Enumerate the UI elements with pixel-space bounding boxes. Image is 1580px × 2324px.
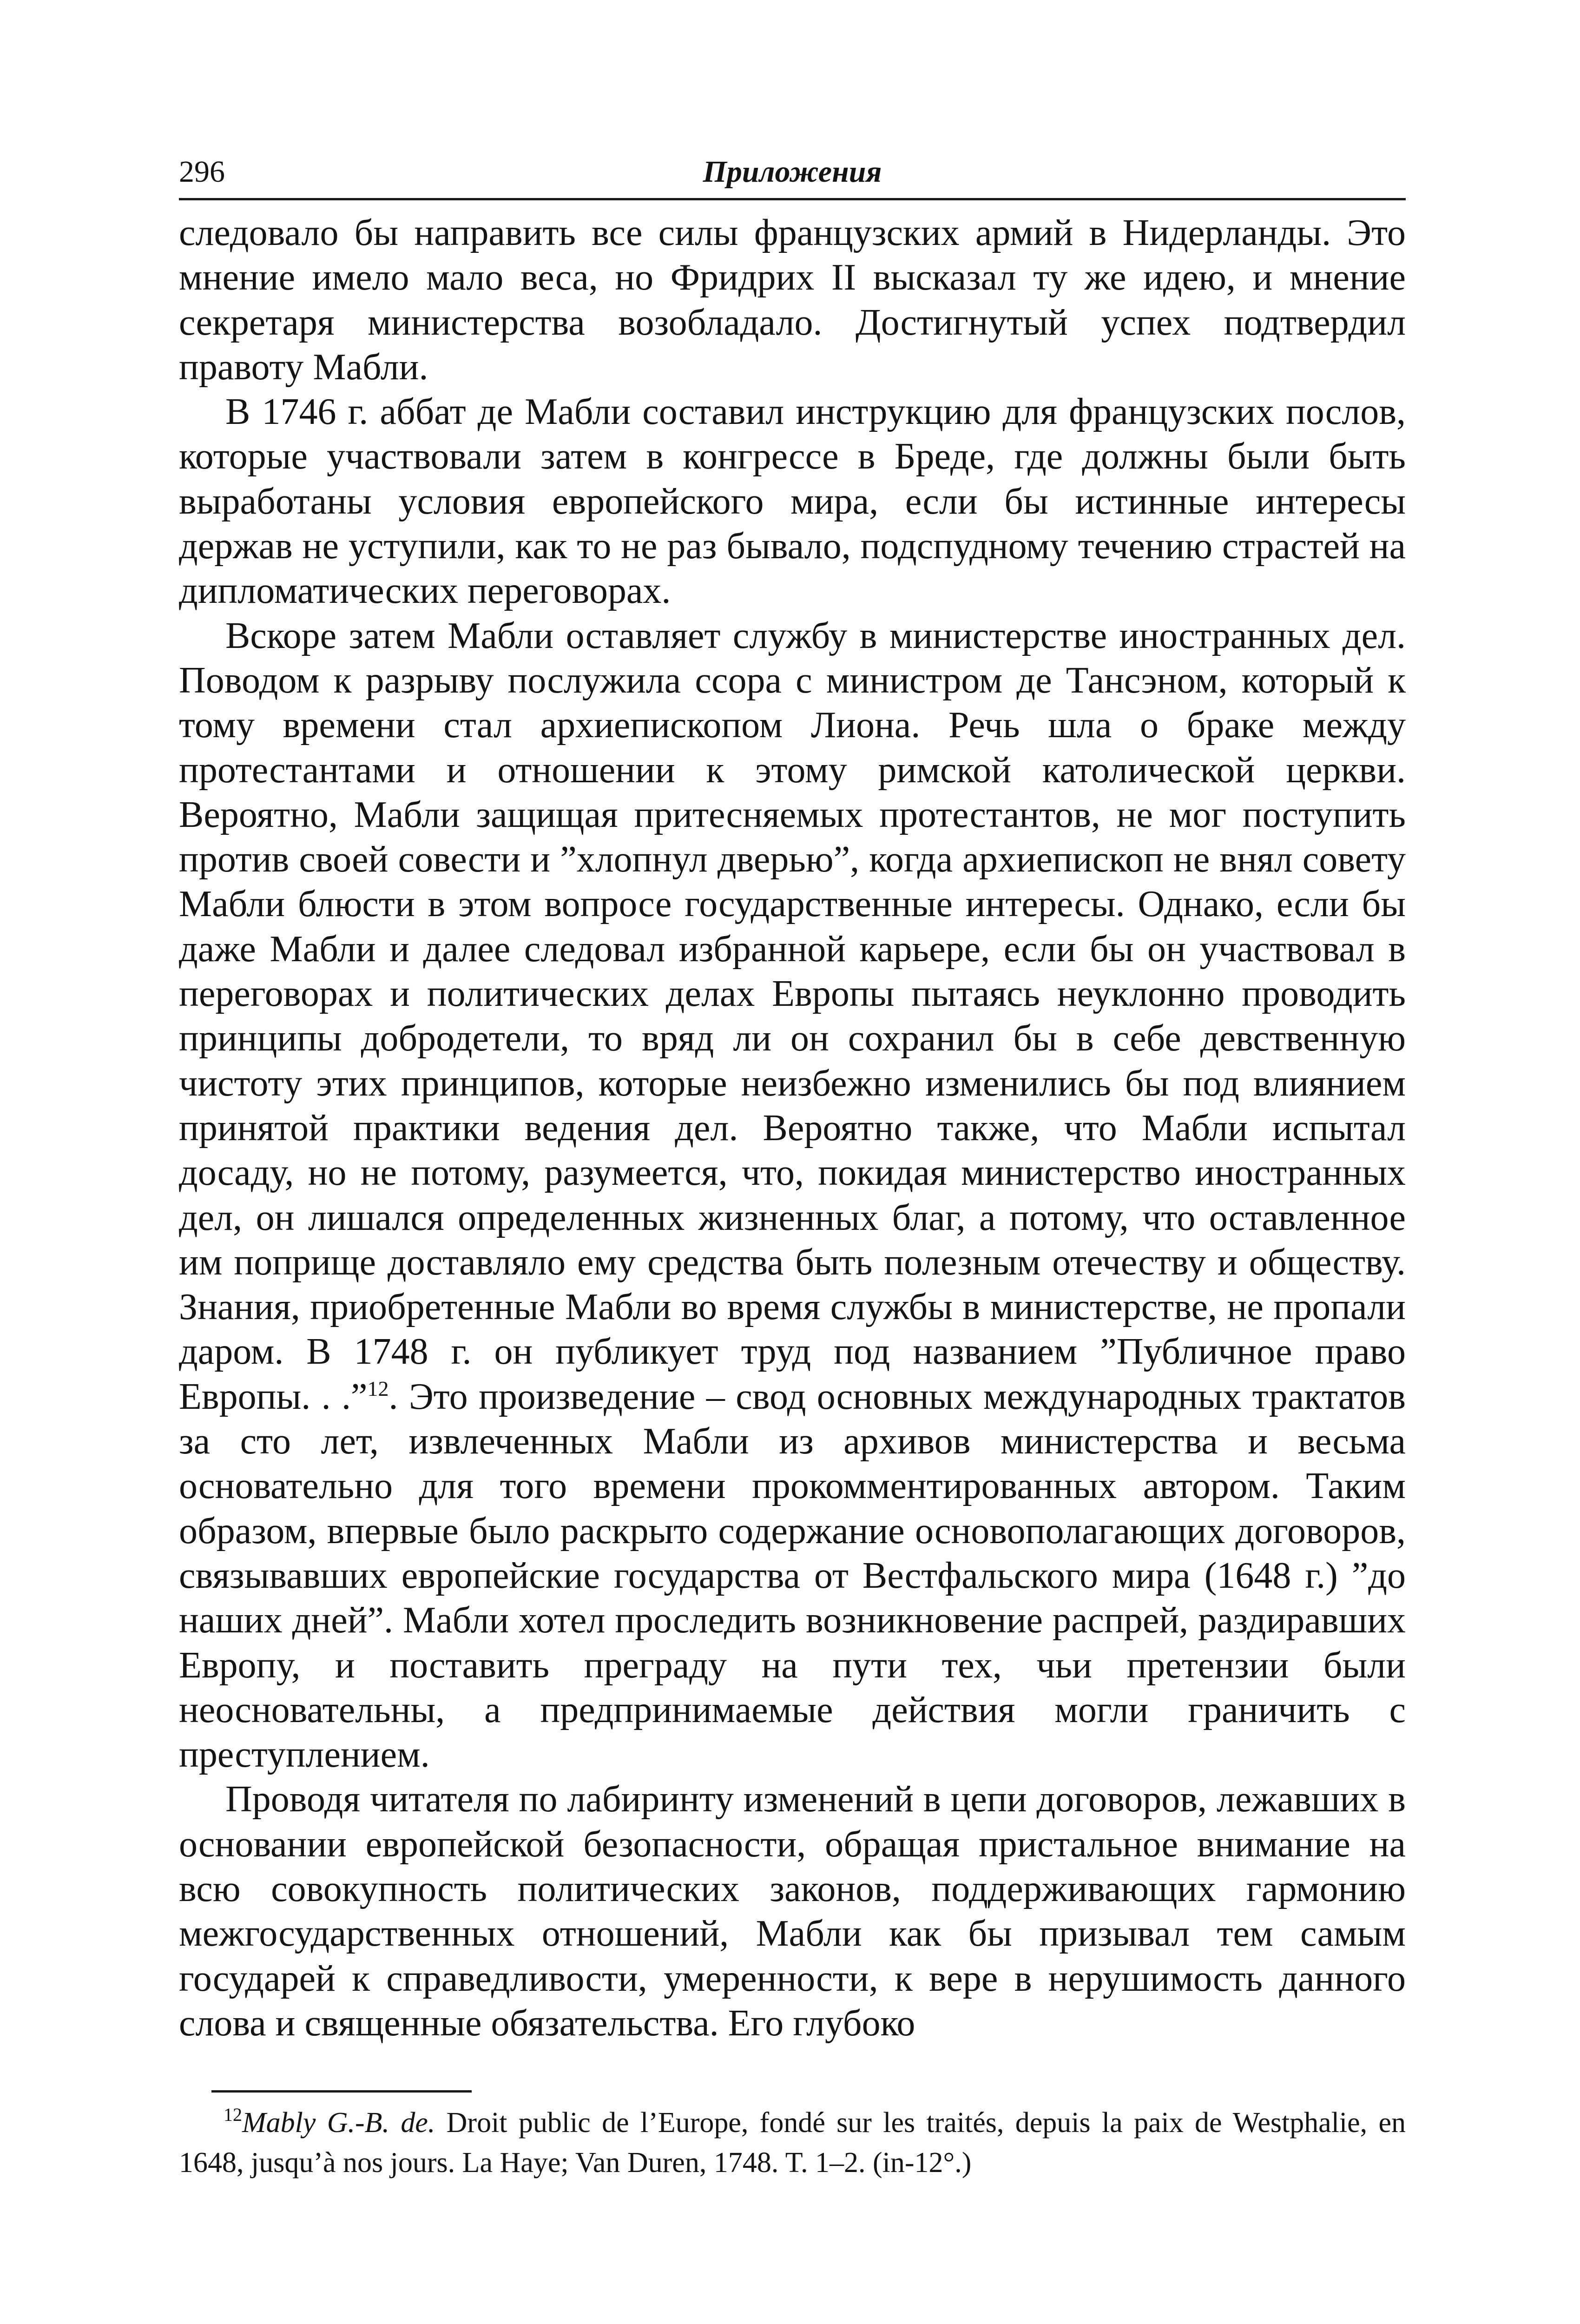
paragraph-3	[179, 614, 1406, 1777]
footnote-text: Droit public de l’Europe, fondé sur les traités, depuis la paix de Westphalie, en 1648, jusqu’à nos jours. La Haye; Van Duren, 1748. T. 1–2. (in-12°.)	[179, 2107, 1406, 2179]
footnote	[179, 2103, 1406, 2183]
page-header	[179, 153, 1406, 200]
paragraph-4: Проводя читателя по лабиринту изменений в цепи договоров, лежавших в основании европейской безопасности, обращая пристальное внимание на всю совокупность политических законов, поддерживающих гармонию межгосударственных отношений, Мабли как бы призывал тем самым государей к справедливости, умеренности, к вере в нерушимость данного слова и священные обязательства. Его глубоко	[179, 1779, 1406, 2044]
paragraph-1: следовало бы направить все силы французских армий в Нидерланды. Это мнение имело мало веса, но Фридрих II высказал ту же идею, и мнение секретаря министерства возобладало. Достигнутый успех подтвердил правоту Мабли.	[179, 212, 1406, 388]
footnote-divider	[211, 2090, 472, 2093]
page-number: 296	[179, 155, 225, 189]
paragraph-2: В 1746 г. аббат де Мабли составил инструкцию для французских послов, которые участвовали затем в конгрессе в Бреде, где должны были быть выработаны условия европейского мира, если бы истинные интересы держав не уступили, как то не раз бывало, подспудному течению страстей на дипломатических переговорах.	[179, 391, 1406, 612]
footnote-number: 12	[224, 2104, 242, 2126]
paragraph-3-text: Вскоре затем Мабли оставляет службу в министерстве иностранных дел. Поводом к разрыву послужила ссора с министром де Тансэном, который к тому времени стал архиепископом Лиона. Речь шла о браке между протестантами и отношении к этому римской католической церкви. Вероятно, Мабли защищая притесняемых протестантов, не мог поступить против своей совести и ”хлопнул дверью”, когда архиепископ не внял совету Мабли блюсти в этом вопросе государственные интересы. Однако, если бы даже Мабли и далее следовал избранной карьере, если бы он участвовал в переговорах и политических делах Европы пытаясь неуклонно проводить принципы добродетели, то вряд ли он сохранил бы в себе девственную чистоту этих принципов, которые неизбежно изменились бы под влиянием принятой практики ведения дел. Вероятно также, что Мабли испытал досаду, но не потому, разумеется, что, покидая министерство иностранных дел, он лишался определенных жизненных благ, а потому, что оставленное им поприще доставляло ему средства быть полезным отечеству и обществу. Знания, приобретенные Мабли во время службы в министерстве, не пропали даром. В 1748 г. он публикует труд под названием ”Публичное право Европы. . .”	[179, 615, 1406, 1417]
footnote-reference[interactable]: 12	[367, 1376, 389, 1400]
footnote-author: Mably G.-B. de.	[242, 2107, 435, 2139]
paragraph-3-continuation: . Это произведение – свод основных международных трактатов за сто лет, извлеченных Мабли из архивов министерства и весьма основательно для того времени прокомментированных автором. Таким образом, впервые было раскрыто содержание основополагающих договоров, связывавших европейские государства от Вестфальского мира (1648 г.) ”до наших дней”. Мабли хотел проследить возникновение распрей, раздиравших Европу, и поставить преграду на пути тех, чьи претензии были неосновательны, а предпринимаемые действия могли граничить с преступлением.	[179, 1376, 1406, 1776]
running-title: Приложения	[703, 155, 882, 189]
main-text	[179, 211, 1406, 2046]
book-page	[179, 153, 1406, 2183]
